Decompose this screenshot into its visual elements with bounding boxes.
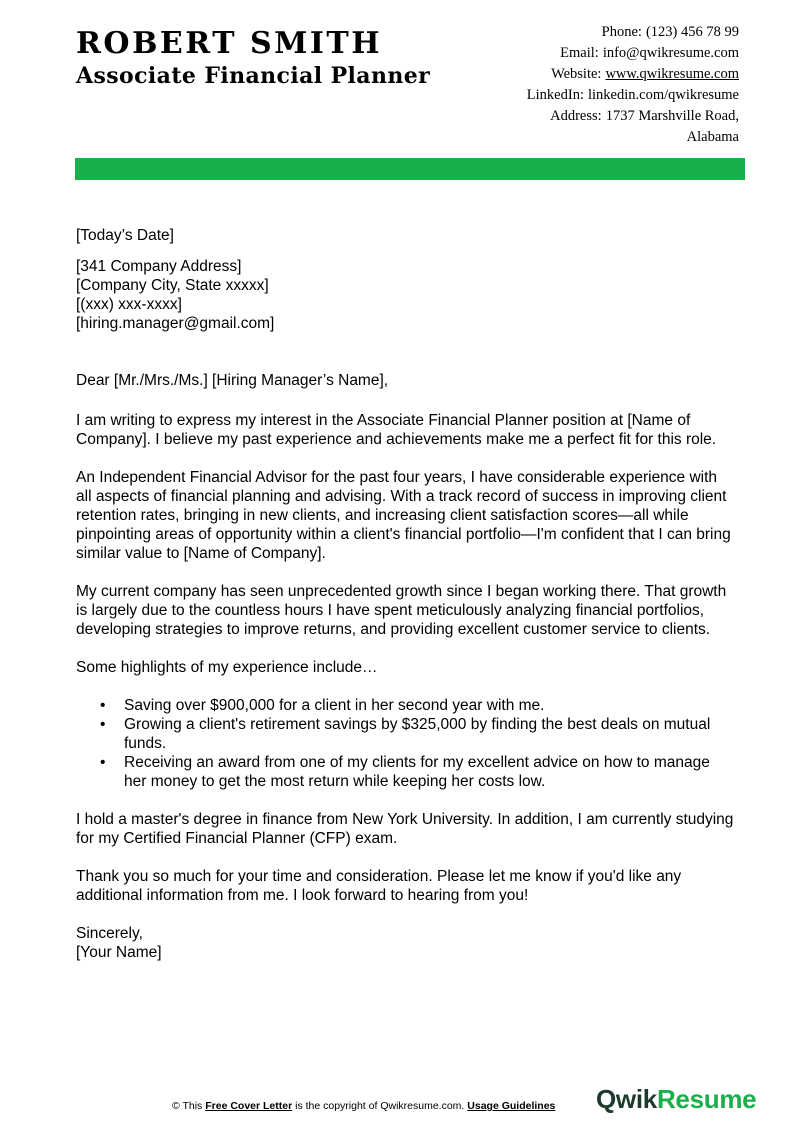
contact-value: 1737 Marshville Road, [605, 108, 739, 124]
list-item [76, 753, 736, 791]
letter-date: [Today’s Date] [76, 227, 174, 244]
recipient-line: [341 Company Address] [76, 258, 242, 275]
logo-text-qwik: Qwik [596, 1084, 657, 1114]
letter-body [76, 226, 736, 962]
highlight-text: Growing a client's retirement savings by $325,000 by finding the best deals on mutual funds. [124, 716, 711, 752]
contact-value: Alabama [686, 129, 739, 145]
contact-linkedin [439, 85, 739, 106]
contact-address [439, 106, 739, 127]
contact-value: linkedin.com/qwikresume [587, 87, 739, 103]
qwikresume-logo[interactable] [596, 1084, 756, 1115]
contact-address-line2 [439, 127, 739, 148]
contact-label: Phone: [601, 24, 642, 40]
highlight-text: Saving over $900,000 for a client in her second year with me. [124, 697, 545, 714]
highlights-list [76, 696, 736, 791]
recipient-address [76, 257, 736, 333]
header-divider [75, 158, 745, 180]
contact-label: LinkedIn: [526, 87, 584, 103]
footer [0, 1084, 800, 1118]
copyright-prefix: © This [172, 1100, 203, 1112]
contact-label: Email: [560, 45, 599, 61]
body-paragraph: I hold a master's degree in finance from New York University. In addition, I am currently studying for my Certified Financial Planner (CFP) exam. [76, 811, 734, 847]
usage-guidelines-link[interactable]: Usage Guidelines [467, 1100, 556, 1112]
recipient-line: [Company City, State xxxxx] [76, 277, 269, 294]
contact-label: Address: [550, 108, 602, 124]
bullet-icon: • [100, 716, 106, 733]
recipient-line: [(xxx) xxx-xxxx] [76, 296, 182, 313]
contact-label: Website: [551, 66, 602, 82]
job-title: Associate Financial Planner [76, 63, 431, 89]
bullet-icon: • [100, 754, 106, 771]
body-paragraph: Thank you so much for your time and consideration. Please let me know if you'd like any additional information from me. I look forward to hearing from you! [76, 868, 682, 904]
body-paragraph: I am writing to express my interest in the Associate Financial Planner position at [Name of Company]. I believe my past experience and achievements make me a perfect fit for this role. [76, 412, 717, 448]
body-paragraph: An Independent Financial Advisor for the past four years, I have considerable experience with all aspects of financial planning and advising. With a track record of success in improving client retention rates, bringing in new clients, and increasing client satisfaction scores—all while pinpointing areas of opportunity within a client's financial portfolio—I'm confident that I can bring similar value to [Name of Company]. [76, 469, 731, 562]
signature: [Your Name] [76, 944, 162, 961]
recipient-line: [hiring.manager@gmail.com] [76, 315, 275, 332]
contact-phone [439, 22, 739, 43]
copyright-notice [172, 1100, 555, 1112]
logo-text-resume: Resume [656, 1084, 757, 1114]
highlight-text: Receiving an award from one of my clients for my excellent advice on how to manage her money to get the most return while keeping her costs low. [124, 754, 710, 790]
contact-email [439, 43, 739, 64]
copyright-middle: is the copyright of Qwikresume.com. [295, 1100, 465, 1112]
free-cover-letter-link[interactable]: Free Cover Letter [205, 1100, 293, 1112]
candidate-name: ROBERT SMITH [76, 26, 383, 61]
contact-block [439, 22, 739, 148]
highlights-intro: Some highlights of my experience include… [76, 659, 378, 676]
contact-value: info@qwikresume.com [602, 45, 739, 61]
body-paragraph: My current company has seen unprecedented growth since I began working there. That growth is largely due to the countless hours I have spent meticulously analyzing financial portfolios, developing strategies to improve returns, and providing excellent customer service to clients. [76, 583, 727, 638]
website-link[interactable]: www.qwikresume.com [605, 66, 739, 82]
contact-value: (123) 456 78 99 [645, 24, 739, 40]
list-item [76, 715, 736, 753]
closing: Sincerely, [76, 925, 143, 942]
list-item [76, 696, 736, 715]
contact-website [439, 64, 739, 85]
salutation: Dear [Mr./Mrs./Ms.] [Hiring Manager’s Name], [76, 372, 389, 389]
bullet-icon: • [100, 697, 106, 714]
